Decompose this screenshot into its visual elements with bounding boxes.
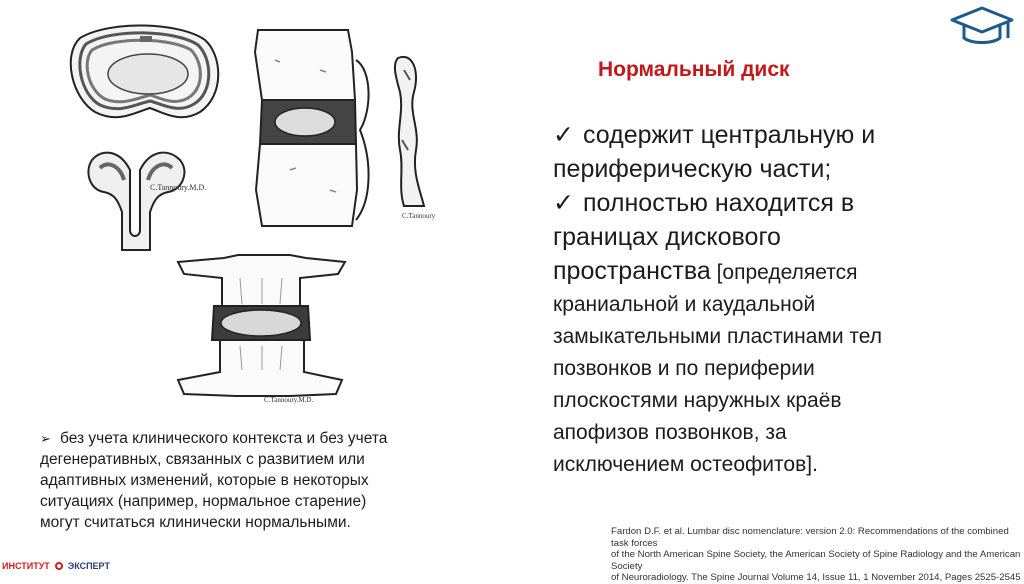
slide-title: Нормальный диск (598, 58, 790, 81)
bullet-1 (553, 118, 993, 152)
disc-illustrations (0, 0, 560, 420)
arrow-bullet-icon: ➢ (40, 431, 51, 446)
signature-1: C.Tannoury.M.D. (150, 183, 207, 192)
footer-brand-a: ИНСТИТУТ (2, 561, 50, 571)
axial-disc-drawing (71, 25, 219, 117)
logo-mark-icon (54, 561, 64, 571)
signature-3: C.Tannoury.M.D. (264, 396, 314, 404)
bullet-1-cont (553, 152, 993, 186)
note-line-2: дегенеративных, связанных с развитием или (40, 451, 365, 468)
bullet-2-line-6: позвонков и по периферии (553, 357, 815, 380)
signature-2: C.Tannoury (402, 212, 436, 220)
reference-line-2: of the North American Spine Society, the American Society of Spine Radiology and the American Society (611, 549, 1021, 572)
reference-line-3: of Neuroradiology. The Spine Journal Volume 14, Issue 11, 1 November 2014, Pages 2525-2545 (611, 572, 1021, 583)
bullet-list (553, 118, 993, 481)
note-line-5: могут считаться клинически нормальными. (40, 514, 351, 531)
reference-line-1: Fardon D.F. et al. Lumbar disc nomenclature: version 2.0: Recommendations of the combined task forces (611, 526, 1009, 549)
bullet-2-line-7: плоскостями наружных краёв (553, 389, 842, 412)
bullet-2-line-1: полностью находится в (583, 189, 855, 217)
footer-brand-b: ЭКСПЕРТ (67, 561, 110, 571)
bullet-2-line-8: апофизов позвонков, за (553, 421, 787, 444)
posterior-element-drawing (88, 153, 184, 250)
check-icon: ✓ (553, 121, 574, 149)
bullet-2-line-4: краниальной и каудальной (553, 293, 816, 316)
sagittal-spine-drawing (255, 30, 369, 226)
note-line-1: без учета клинического контекста и без учета (60, 430, 388, 447)
footer-logo (2, 558, 110, 574)
bullet-2-line-9: исключением остеофитов]. (553, 453, 818, 476)
coronal-spine-drawing (178, 255, 345, 396)
bullet-2-line-3: пространства [определяется (553, 257, 858, 285)
bullet-2-line-5: замыкательными пластинами тел (553, 325, 883, 348)
reference-citation (611, 526, 1021, 584)
facet-drawing (395, 57, 424, 206)
note-line-4: ситуациях (например, нормальное старение) (40, 493, 367, 510)
bullet-2-line-2: границах дискового (553, 223, 781, 251)
bullet-2 (553, 186, 993, 220)
note-paragraph (40, 428, 520, 533)
bullet-1-line-2: периферическую части; (553, 155, 832, 183)
check-icon: ✓ (553, 189, 574, 217)
bullet-1-line-1: содержит центральную и (583, 121, 876, 149)
note-line-3: адаптивных изменений, которые в некоторых (40, 472, 369, 489)
graduation-cap-icon (946, 4, 1018, 50)
